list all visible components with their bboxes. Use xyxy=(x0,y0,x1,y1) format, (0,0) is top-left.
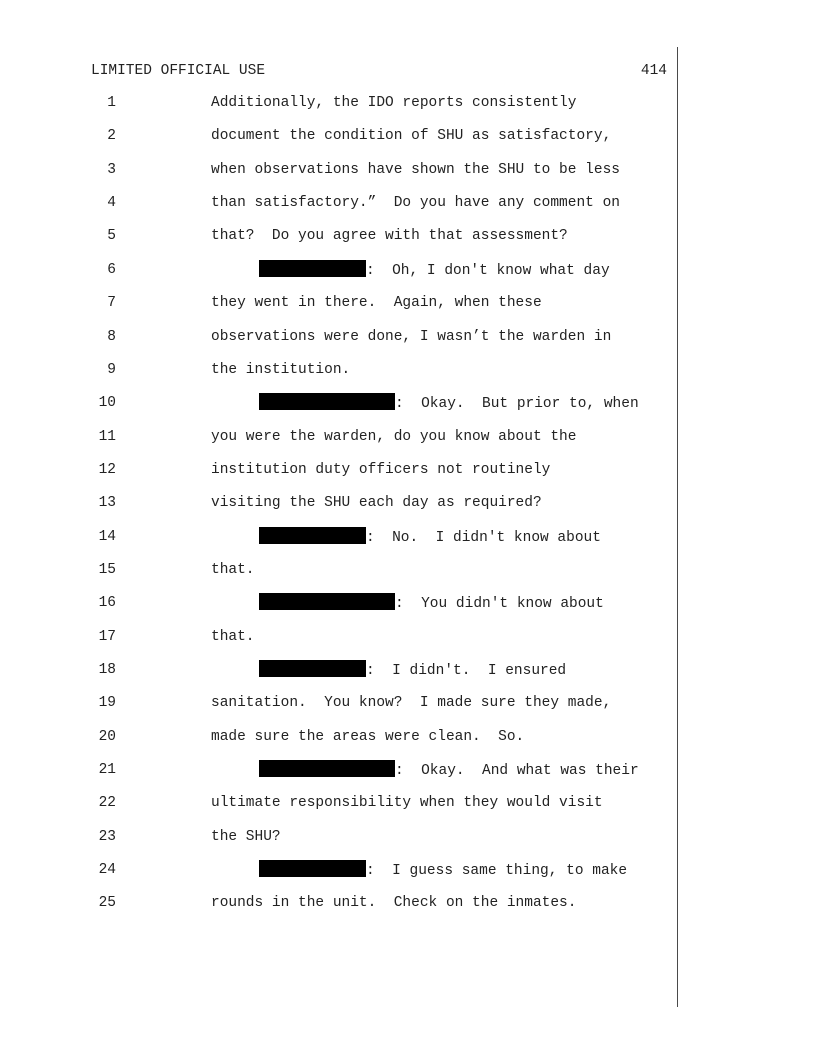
speaker-line xyxy=(259,393,639,414)
line-number: 25 xyxy=(98,895,116,912)
line-text: : Oh, I don't know what day xyxy=(366,262,610,279)
line-text: : I guess same thing, to make xyxy=(366,863,628,880)
transcript-line xyxy=(0,860,676,880)
transcript-line xyxy=(0,727,676,747)
speaker-line xyxy=(259,760,639,781)
speaker-line xyxy=(259,260,610,281)
line-text: rounds in the unit. Check on the inmates. xyxy=(211,895,577,912)
redaction-box xyxy=(259,527,366,544)
transcript-line xyxy=(0,226,676,246)
line-number: 20 xyxy=(98,728,116,745)
line-number: 5 xyxy=(107,228,116,245)
line-number: 19 xyxy=(98,695,116,712)
transcript-line xyxy=(0,393,676,413)
line-text: you were the warden, do you know about the xyxy=(211,428,577,445)
transcript-line xyxy=(0,160,676,180)
line-text: sanitation. You know? I made sure they made, xyxy=(211,695,612,712)
transcript-line xyxy=(0,493,676,513)
line-number: 10 xyxy=(98,395,116,412)
transcript-line xyxy=(0,427,676,447)
transcript-line xyxy=(0,360,676,380)
redaction-box xyxy=(259,393,395,410)
transcript-line xyxy=(0,627,676,647)
line-text: : Okay. And what was their xyxy=(395,763,639,779)
line-text: visiting the SHU each day as required? xyxy=(211,495,542,512)
transcript-line xyxy=(0,193,676,213)
line-text: that. xyxy=(211,561,255,578)
line-text: document the condition of SHU as satisfactory, xyxy=(211,128,612,145)
line-number: 18 xyxy=(98,662,116,678)
line-number: 23 xyxy=(98,828,116,845)
classification-header: LIMITED OFFICIAL USE xyxy=(91,63,266,79)
line-text: : No. I didn't know about xyxy=(366,529,601,546)
line-text: observations were done, I wasn’t the warden in xyxy=(211,328,612,345)
transcript-line xyxy=(0,593,676,613)
line-number: 21 xyxy=(98,762,116,778)
line-number: 6 xyxy=(107,261,116,278)
transcript-line xyxy=(0,460,676,480)
transcript-line xyxy=(0,660,676,680)
redaction-box xyxy=(259,660,366,677)
line-number: 13 xyxy=(98,495,116,512)
line-number: 8 xyxy=(107,328,116,345)
line-text: : You didn't know about xyxy=(395,596,604,613)
line-number: 12 xyxy=(98,461,116,478)
redaction-box xyxy=(259,593,395,610)
page-number: 414 xyxy=(640,63,667,79)
line-text: : I didn't. I ensured xyxy=(366,663,567,679)
redaction-box xyxy=(259,260,366,277)
line-number: 17 xyxy=(98,628,116,645)
transcript-line xyxy=(0,693,676,713)
line-text: institution duty officers not routinely xyxy=(211,461,551,478)
transcript-line xyxy=(0,260,676,280)
transcript-line xyxy=(0,827,676,847)
transcript-line xyxy=(0,293,676,313)
transcript-line xyxy=(0,560,676,580)
line-text: ultimate responsibility when they would visit xyxy=(211,795,603,812)
line-text: the institution. xyxy=(211,361,351,378)
right-margin-rule xyxy=(677,47,678,1007)
line-text: that? Do you agree with that assessment? xyxy=(211,228,568,245)
line-number: 15 xyxy=(98,561,116,578)
line-number: 2 xyxy=(107,128,116,145)
line-text: Additionally, the IDO reports consistently xyxy=(211,95,577,111)
line-number: 7 xyxy=(107,295,116,312)
transcript-line xyxy=(0,793,676,813)
transcript-line xyxy=(0,93,676,113)
line-number: 4 xyxy=(107,195,116,212)
line-number: 9 xyxy=(107,361,116,378)
line-number: 3 xyxy=(107,161,116,178)
transcript-line xyxy=(0,327,676,347)
line-text: when observations have shown the SHU to be less xyxy=(211,161,620,178)
transcript-line xyxy=(0,126,676,146)
line-text: they went in there. Again, when these xyxy=(211,295,542,312)
speaker-line xyxy=(259,527,601,548)
line-number: 16 xyxy=(98,595,116,612)
line-text: made sure the areas were clean. So. xyxy=(211,728,525,745)
redaction-box xyxy=(259,860,366,877)
transcript-line xyxy=(0,893,676,913)
line-number: 24 xyxy=(98,862,116,879)
line-number: 22 xyxy=(98,795,116,812)
redaction-box xyxy=(259,760,395,777)
transcript-line xyxy=(0,760,676,780)
transcript-line xyxy=(0,527,676,547)
line-text: than satisfactory.” Do you have any comment on xyxy=(211,195,620,212)
line-text: that. xyxy=(211,628,255,645)
speaker-line xyxy=(259,660,566,681)
line-text: : Okay. But prior to, when xyxy=(395,396,639,413)
line-text: the SHU? xyxy=(211,828,281,845)
speaker-line xyxy=(259,860,627,881)
speaker-line xyxy=(259,593,604,614)
line-number: 1 xyxy=(107,95,116,111)
line-number: 11 xyxy=(98,428,116,445)
line-number: 14 xyxy=(98,528,116,545)
